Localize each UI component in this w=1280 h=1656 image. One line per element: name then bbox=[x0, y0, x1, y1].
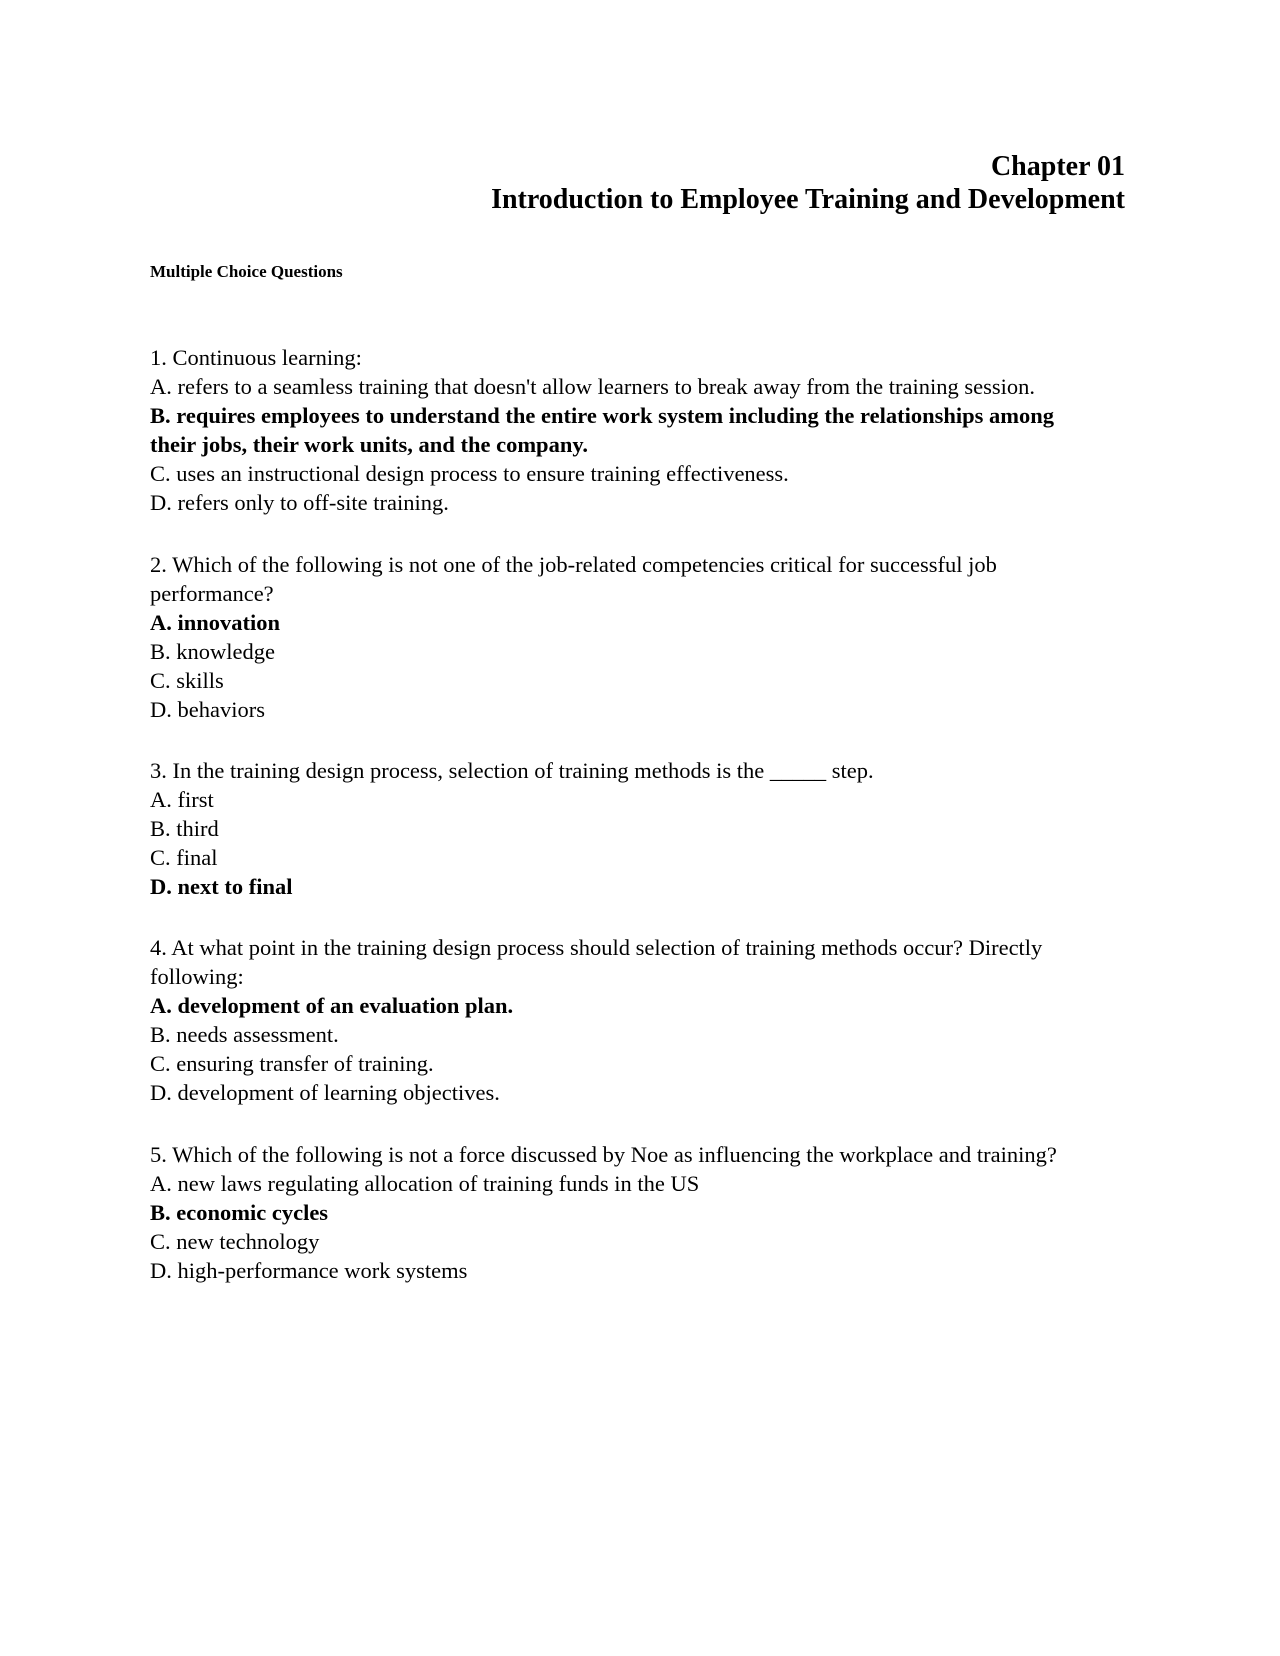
question-text: 2. Which of the following is not one of the job-related competencies critical for successful job performance? bbox=[150, 552, 997, 606]
chapter-title: Introduction to Employee Training and Development bbox=[491, 184, 1125, 215]
option-c: C. uses an instructional design process to ensure training effectiveness. bbox=[150, 461, 789, 486]
question-text: 1. Continuous learning: bbox=[150, 345, 362, 370]
option-d: D. refers only to off-site training. bbox=[150, 490, 449, 515]
question-text: 5. Which of the following is not a force discussed by Noe as influencing the workplace and training? bbox=[150, 1142, 1057, 1167]
option-c: C. skills bbox=[150, 668, 224, 693]
option-b-correct: B. requires employees to understand the entire work system including the relationships among their jobs, their work units, and the company. bbox=[150, 403, 1054, 457]
option-d-correct: D. next to final bbox=[150, 874, 293, 899]
option-a: A. refers to a seamless training that doesn't allow learners to break away from the training session. bbox=[150, 374, 1036, 399]
chapter-header bbox=[491, 150, 1125, 216]
question-1 bbox=[150, 343, 1090, 517]
question-text: 3. In the training design process, selection of training methods is the _____ step. bbox=[150, 758, 874, 783]
question-5 bbox=[150, 1140, 1090, 1285]
option-d: D. development of learning objectives. bbox=[150, 1080, 500, 1105]
option-c: C. new technology bbox=[150, 1229, 320, 1254]
option-b-correct: B. economic cycles bbox=[150, 1200, 329, 1225]
option-b: B. third bbox=[150, 816, 219, 841]
option-b: B. knowledge bbox=[150, 639, 275, 664]
question-3 bbox=[150, 756, 1090, 901]
option-a-correct: A. development of an evaluation plan. bbox=[150, 993, 514, 1018]
question-text: 4. At what point in the training design process should selection of training methods occur? Directly following: bbox=[150, 935, 1043, 989]
option-a: A. new laws regulating allocation of training funds in the US bbox=[150, 1171, 700, 1196]
question-2 bbox=[150, 550, 1090, 724]
option-d: D. high-performance work systems bbox=[150, 1258, 468, 1283]
option-a-correct: A. innovation bbox=[150, 610, 281, 635]
option-d: D. behaviors bbox=[150, 697, 265, 722]
section-label: Multiple Choice Questions bbox=[150, 262, 343, 281]
option-b: B. needs assessment. bbox=[150, 1022, 339, 1047]
option-a: A. first bbox=[150, 787, 214, 812]
question-4 bbox=[150, 933, 1090, 1107]
chapter-number: Chapter 01 bbox=[990, 151, 1125, 182]
question-list bbox=[150, 343, 1090, 1318]
option-c: C. ensuring transfer of training. bbox=[150, 1051, 434, 1076]
option-c: C. final bbox=[150, 845, 218, 870]
